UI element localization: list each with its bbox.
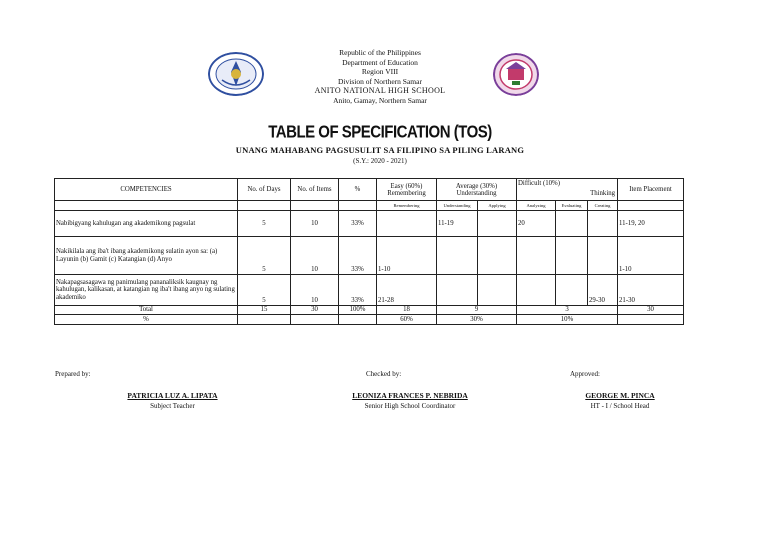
percent-difficult: 10% (517, 315, 618, 325)
header-republic: Republic of the Philippines (339, 48, 421, 57)
header-average (437, 179, 517, 201)
row1-creating (588, 211, 618, 237)
row2-placement: 1-10 (618, 237, 684, 275)
percent-easy: 60% (377, 315, 437, 325)
header-easy-label: Easy (60%) (390, 182, 423, 190)
row3-remembering: 21-28 (377, 275, 437, 306)
total-items: 30 (291, 306, 339, 315)
row2-days: 5 (238, 237, 291, 275)
percent-average: 30% (437, 315, 517, 325)
row3-understanding (437, 275, 478, 306)
school-year: (S.Y.: 2020 - 2021) (353, 157, 407, 165)
header-region: Region VIII (361, 67, 399, 77)
header-department: Department of Education (342, 57, 418, 67)
total-label: Total (55, 306, 238, 315)
prepared-by-label: Prepared by: (55, 370, 91, 378)
approved-by-name: GEORGE M. PINCA (585, 391, 655, 400)
row3-items: 10 (291, 275, 339, 306)
row2-analyzing (517, 237, 556, 275)
header-average-understanding: Understanding (456, 189, 497, 197)
header-difficult-label: Difficult (10%) (518, 180, 560, 187)
total-placement: 30 (618, 306, 684, 315)
total-easy: 18 (377, 306, 437, 315)
approved-by-title: HT - I / School Head (590, 402, 650, 410)
row2-applying (478, 237, 517, 275)
row1-understanding: 11-19 (437, 211, 478, 237)
row3-creating: 29-30 (588, 275, 618, 306)
row1-percent: 33% (339, 211, 377, 237)
header-difficult-thinking: Thinking (590, 190, 616, 198)
total-row (55, 306, 684, 315)
row3-percent: 33% (339, 275, 377, 306)
checked-by-title: Senior High School Coordinator (364, 402, 456, 410)
row3-days: 5 (238, 275, 291, 306)
row3-analyzing (517, 275, 556, 306)
header-competencies: COMPETENCIES (55, 179, 238, 201)
row1-evaluating (556, 211, 588, 237)
subheader-evaluating: Evaluating (556, 201, 588, 211)
table-subheader-row (55, 201, 684, 211)
header-days: No. of Days (238, 179, 291, 201)
row2-evaluating (556, 237, 588, 275)
row2-percent: 33% (339, 237, 377, 275)
header-easy (377, 179, 437, 201)
school-header (260, 48, 500, 106)
total-percent: 100% (339, 306, 377, 315)
percent-label: % (55, 315, 238, 325)
subheader-creating: Creating (588, 201, 618, 211)
header-address: Anito, Gamay, Northern Samar (333, 95, 427, 105)
subheader-applying: Applying (478, 201, 517, 211)
row3-evaluating (556, 275, 588, 306)
row1-items: 10 (291, 211, 339, 237)
row1-applying (478, 211, 517, 237)
subheader-analyzing: Analyzing (517, 201, 556, 211)
header-division: Division of Northern Samar (338, 76, 422, 86)
subheader-remembering: Remembering (377, 201, 437, 211)
row1-analyzing: 20 (517, 211, 556, 237)
total-average: 9 (437, 306, 517, 315)
row2-remembering: 1-10 (377, 237, 437, 275)
row2-creating (588, 237, 618, 275)
percent-row (55, 315, 684, 325)
row3-competency: Nakapagsasagawa ng panimulang pananaliksik kaugnay ng kahulugan, kalikasan, at katangian ng iba't ibang anyo ng sulating akademiko (55, 275, 238, 306)
document-title: TABLE OF SPECIFICATION (TOS) (268, 122, 492, 143)
total-days: 15 (238, 306, 291, 315)
header-items: No. of Items (291, 179, 339, 201)
document-subtitle: UNANG MAHABANG PAGSUSULIT SA FILIPINO SA PILING LARANG (235, 145, 525, 155)
prepared-by-name: PATRICIA LUZ A. LIPATA (127, 391, 218, 400)
table-row (55, 211, 684, 237)
row1-competency: Nabibigyang kahulugan ang akademikong pagsulat (55, 211, 238, 237)
deped-seal-logo (208, 52, 264, 96)
subheader-understanding: Understanding (437, 201, 478, 211)
prepared-by-title: Subject Teacher (150, 402, 195, 410)
header-percent: % (339, 179, 377, 201)
table-row (55, 237, 684, 275)
header-item-placement: Item Placement (618, 179, 684, 201)
checked-by-label: Checked by: (366, 370, 402, 378)
checked-by-name: LEONIZA FRANCES P. NEBRIDA (352, 391, 468, 400)
table-row (55, 275, 684, 306)
row2-understanding (437, 237, 478, 275)
approved-label: Approved: (570, 370, 600, 378)
row2-items: 10 (291, 237, 339, 275)
total-difficult: 3 (517, 306, 618, 315)
row3-applying (478, 275, 517, 306)
header-difficult (517, 179, 618, 201)
header-average-label: Average (30%) (455, 182, 498, 190)
row1-days: 5 (238, 211, 291, 237)
row2-competency: Nakikilala ang iba't ibang akademikong sulatin ayon sa: (a) Layunin (b) Gamit (c) Katangian (d) Anyo (55, 237, 238, 275)
row1-placement: 11-19, 20 (618, 211, 684, 237)
header-school-name: ANITO NATIONAL HIGH SCHOOL (314, 86, 446, 96)
table-header-row (55, 179, 684, 201)
header-easy-remembering: Remembering (387, 189, 426, 197)
tos-table (54, 178, 684, 325)
row1-remembering (377, 211, 437, 237)
row3-placement: 21-30 (618, 275, 684, 306)
